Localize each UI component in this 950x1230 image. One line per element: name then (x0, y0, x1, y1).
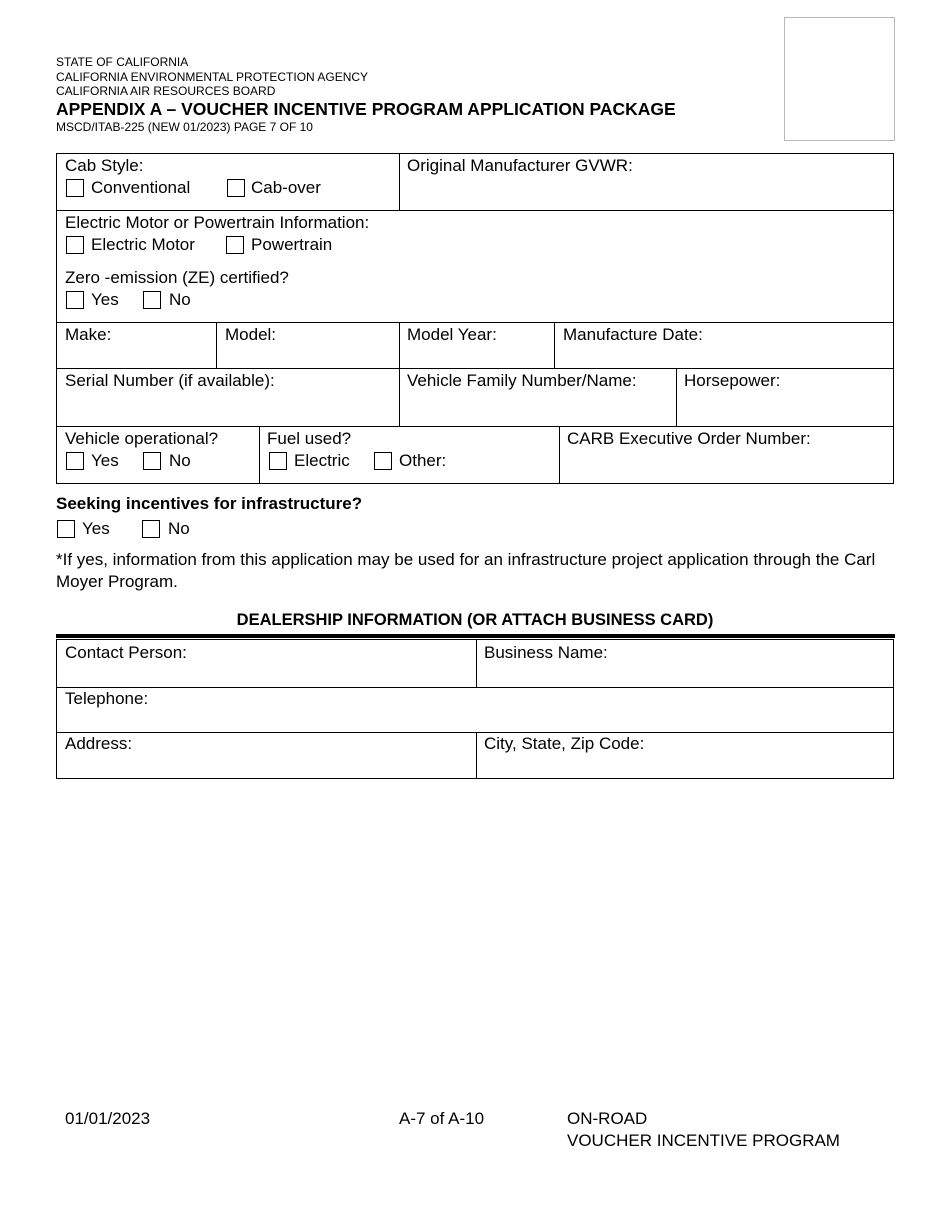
ze-certified-label: Zero -emission (ZE) certified? (65, 268, 289, 287)
fuel-label: Fuel used? (267, 429, 352, 448)
operational-label: Vehicle operational? (65, 429, 219, 448)
footer-program-line1: ON-ROAD (567, 1109, 648, 1128)
footer-program-line2: VOUCHER INCENTIVE PROGRAM (567, 1131, 840, 1150)
contact-person-cell[interactable] (56, 639, 477, 688)
model-year-label: Model Year: (407, 325, 497, 344)
powertrain-label: Powertrain (251, 235, 333, 254)
fuel-other-label: Other: (399, 451, 447, 470)
page-title: APPENDIX A – VOUCHER INCENTIVE PROGRAM APPLICATION PACKAGE (56, 99, 676, 119)
operational-no-label: No (169, 451, 191, 470)
contact-person-label: Contact Person: (65, 643, 187, 662)
business-name-cell[interactable] (476, 639, 894, 688)
fuel-electric-label: Electric (294, 451, 350, 470)
header-board: CALIFORNIA AIR RESOURCES BOARD (56, 84, 276, 98)
cab-conventional-label: Conventional (91, 178, 191, 197)
cab-over-checkbox[interactable] (227, 179, 245, 197)
fuel-electric-checkbox[interactable] (269, 452, 287, 470)
electric-motor-label: Electric Motor (91, 235, 195, 254)
ze-no-label: No (169, 290, 191, 309)
cab-conventional-checkbox[interactable] (66, 179, 84, 197)
section-divider (56, 634, 895, 638)
infrastructure-no-checkbox[interactable] (142, 520, 160, 538)
carb-order-cell[interactable] (559, 426, 894, 484)
footer-page-number: A-7 of A-10 (399, 1109, 485, 1128)
city-state-zip-cell[interactable] (476, 732, 894, 779)
fuel-cell (259, 426, 560, 484)
operational-yes-checkbox[interactable] (66, 452, 84, 470)
infrastructure-yes-checkbox[interactable] (57, 520, 75, 538)
operational-cell (56, 426, 260, 484)
vehicle-family-cell[interactable] (399, 368, 677, 427)
ze-no-checkbox[interactable] (143, 291, 161, 309)
operational-no-checkbox[interactable] (143, 452, 161, 470)
cab-style-cell (56, 153, 400, 211)
vehicle-family-label: Vehicle Family Number/Name: (407, 371, 637, 390)
telephone-cell[interactable] (56, 687, 894, 733)
motor-label: Electric Motor or Powertrain Information: (65, 213, 370, 232)
header-agency: CALIFORNIA ENVIRONMENTAL PROTECTION AGENCY (56, 70, 369, 84)
gvwr-cell[interactable] (399, 153, 894, 211)
business-name-label: Business Name: (484, 643, 608, 662)
telephone-label: Telephone: (65, 689, 149, 708)
footer-date: 01/01/2023 (65, 1109, 151, 1128)
city-state-zip-label: City, State, Zip Code: (484, 734, 645, 753)
serial-cell[interactable] (56, 368, 400, 427)
model-year-cell[interactable] (399, 322, 555, 369)
make-label: Make: (65, 325, 112, 344)
address-cell[interactable] (56, 732, 477, 779)
ze-yes-checkbox[interactable] (66, 291, 84, 309)
electric-motor-checkbox[interactable] (66, 236, 84, 254)
dealership-title: DEALERSHIP INFORMATION (OR ATTACH BUSINESS CARD) (236, 611, 714, 629)
gvwr-label: Original Manufacturer GVWR: (407, 156, 633, 175)
cab-over-label: Cab-over (251, 178, 321, 197)
ze-yes-label: Yes (91, 290, 119, 309)
operational-yes-label: Yes (91, 451, 119, 470)
serial-label: Serial Number (if available): (65, 371, 275, 390)
infrastructure-yes-label: Yes (82, 519, 110, 538)
cab-style-label: Cab Style: (65, 156, 144, 175)
model-label: Model: (225, 325, 277, 344)
carb-order-label: CARB Executive Order Number: (567, 429, 811, 448)
address-label: Address: (65, 734, 133, 753)
manufacture-date-label: Manufacture Date: (563, 325, 703, 344)
horsepower-cell[interactable] (676, 368, 894, 427)
header-state: STATE OF CALIFORNIA (56, 55, 189, 69)
stamp-box (784, 17, 895, 141)
infrastructure-no-label: No (168, 519, 190, 538)
horsepower-label: Horsepower: (684, 371, 781, 390)
infrastructure-question: Seeking incentives for infrastructure? (56, 494, 363, 513)
motor-cell (56, 210, 894, 323)
manufacture-date-cell[interactable] (554, 322, 894, 369)
make-cell[interactable] (56, 322, 217, 369)
fuel-other-checkbox[interactable] (374, 452, 392, 470)
model-cell[interactable] (216, 322, 400, 369)
powertrain-checkbox[interactable] (226, 236, 244, 254)
infrastructure-note: *If yes, information from this application may be used for an infrastructure project application through the Carl Moyer Program. (56, 550, 876, 591)
form-code: MSCD/ITAB-225 (NEW 01/2023) PAGE 7 OF 10 (56, 120, 313, 134)
